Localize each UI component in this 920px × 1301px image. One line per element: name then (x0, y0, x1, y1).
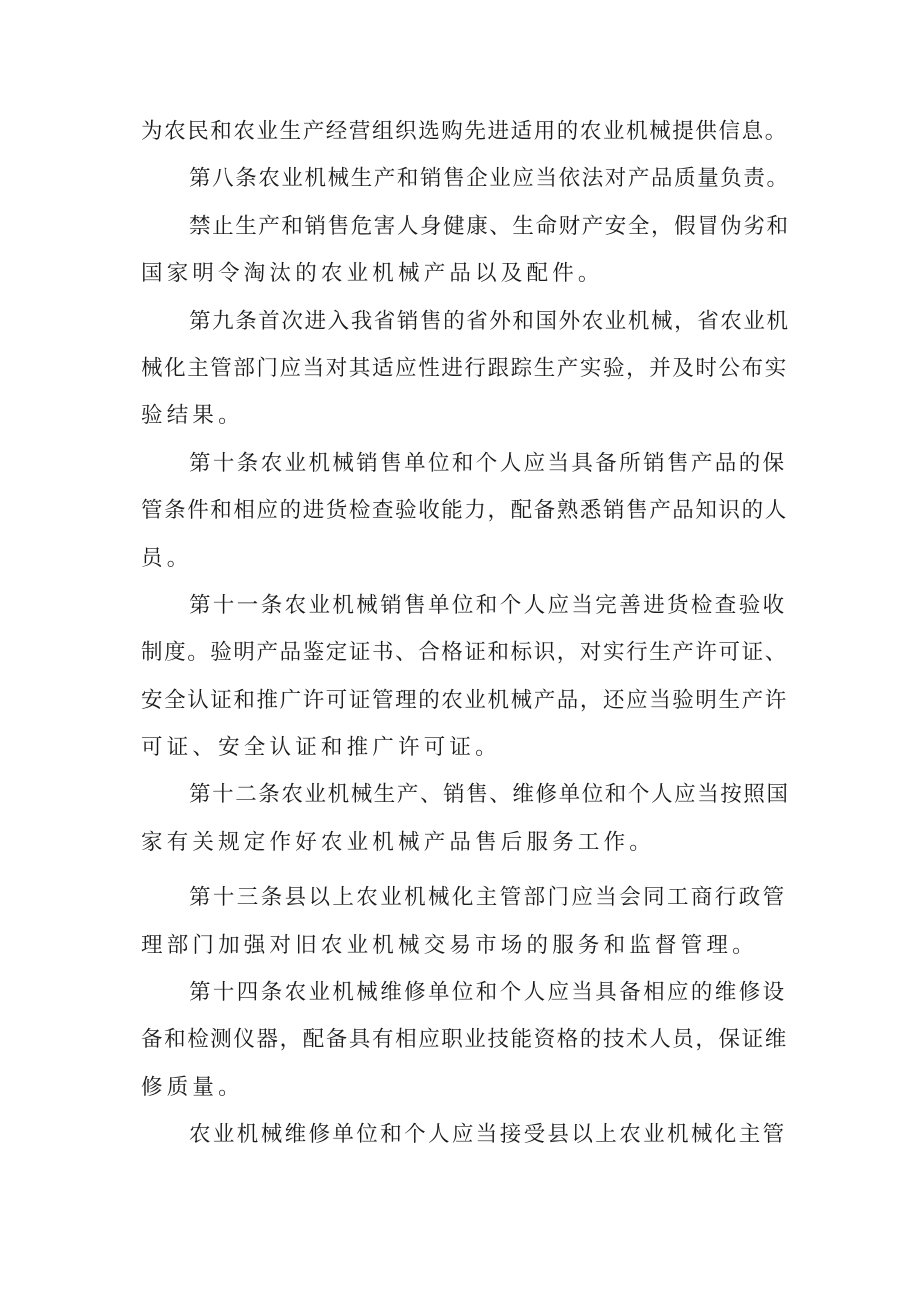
text-line: 国家明令淘汰的农业机械产品以及配件。 (141, 261, 604, 287)
paragraph-article-12 (141, 771, 791, 866)
text-line: 农业机械维修单位和个人应当接受县以上农业机械化主管 (189, 1122, 787, 1148)
text-line: 第十一条农业机械销售单位和个人应当完善进货检查验收 (189, 592, 787, 618)
text-line: 第十条农业机械销售单位和个人应当具备所销售产品的保 (189, 450, 787, 476)
text-line: 安全认证和推广许可证管理的农业机械产品，还应当验明生产许 (141, 687, 788, 713)
text-line: 修质量。 (141, 1074, 244, 1100)
text-line: 械化主管部门应当对其适应性进行跟踪生产实验，并及时公布实 (141, 355, 788, 381)
text-line: 家有关规定作好农业机械产品售后服务工作。 (141, 829, 656, 855)
paragraph-article-13 (141, 874, 791, 969)
text-line: 第九条首次进入我省销售的省外和国外农业机械，省农业机 (189, 308, 790, 334)
paragraph-article-14 (141, 969, 791, 1111)
text-line: 禁止生产和销售危害人身健康、生命财产安全，假冒伪劣和 (189, 213, 790, 239)
text-line: 第十三条县以上农业机械化主管部门应当会同工商行政管 (189, 885, 787, 911)
text-line: 备和检测仪器，配备具有相应职业技能资格的技术人员，保证维 (141, 1027, 788, 1053)
text-line: 第八条农业机械生产和销售企业应当依法对产品质量负责。 (189, 166, 790, 192)
text-line: 员。 (141, 545, 193, 571)
paragraph-article-9 (141, 298, 791, 440)
text-line: 制度。验明产品鉴定证书、合格证和标识，对实行生产许可证、 (141, 640, 788, 666)
text-line: 第十四条农业机械维修单位和个人应当具备相应的维修设 (189, 980, 787, 1006)
text-line: 理部门加强对旧农业机械交易市场的服务和监督管理。 (141, 932, 758, 958)
paragraph-article-8-clause-2 (141, 203, 791, 298)
document-body (141, 108, 791, 1159)
paragraph-article-14-clause-2 (141, 1111, 791, 1158)
text-line: 为农民和农业生产经营组织选购先进适用的农业机械提供信息。 (141, 119, 788, 144)
text-line: 第十二条农业机械生产、销售、维修单位和个人应当按照国 (189, 782, 790, 808)
text-line: 可证、安全认证和推广许可证。 (141, 735, 501, 761)
paragraph-article-11 (141, 582, 791, 772)
text-line: 验结果。 (141, 403, 244, 429)
paragraph-continuation (141, 108, 791, 155)
text-line: 管条件和相应的进货检查验收能力，配备熟悉销售产品知识的人 (141, 498, 788, 524)
paragraph-article-10 (141, 440, 791, 582)
paragraph-article-8 (141, 155, 791, 202)
